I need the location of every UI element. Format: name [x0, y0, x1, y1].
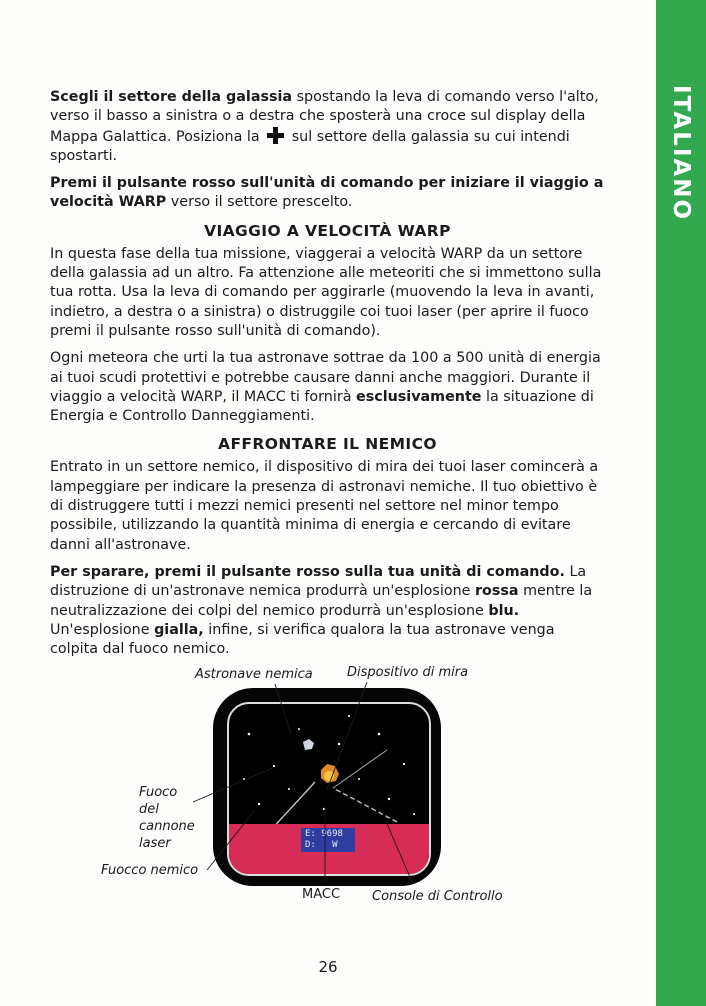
press-button-text: verso il settore prescelto.: [166, 194, 353, 211]
caption-macc: MACC: [302, 887, 341, 902]
heading-enemy: AFFRONTARE IL NEMICO: [218, 435, 437, 454]
select-sector-emphasis: Scegli il settore della galassia: [50, 89, 293, 105]
control-console: [229, 824, 429, 874]
caption-console: Console di Controllo: [372, 889, 503, 904]
fire-text-b: mentre la neutralizzazione dei colpi del nemico produrrà un'esplosione: [50, 583, 593, 619]
paragraph-warp: In questa fase della tua missione, viaggerai a velocità WARP da un settore della galassia ad un altro. Fa attenzione alle meteoriti che si immettono sulla tua rotta. Usa la leva di comando per aggirarle (muovendo la leva in avanti, indietro, a destra o a sinistra) o distruggile coi tuoi laser (per aprire il fuoco premi il pulsante rosso sull'unità di comando).: [50, 245, 602, 339]
star: [248, 733, 251, 736]
paragraph-meteor: [50, 349, 605, 426]
fire-emphasis: Per sparare, premi il pulsante rosso sulla tua unità di comando.: [50, 563, 565, 580]
language-label: ITALIANO: [668, 84, 694, 222]
explosion-core: [324, 771, 334, 781]
heading-warp: VIAGGIO A VELOCITÀ WARP: [204, 221, 451, 240]
paragraph-fire: [50, 563, 605, 659]
yellow-emphasis: gialla,: [154, 621, 204, 638]
macc-display: [301, 828, 355, 852]
cross-icon: [267, 127, 284, 144]
meteor-text: Ogni meteora che urti la tua astronave sottrae da 100 a 500 unità di energia ai tuoi scudi protettivi e potrebbe causare danni anche maggiori. Durante il viaggio a velocità WARP, il MACC ti fornirà: [50, 350, 601, 405]
fire-text-c: Un'esplosione: [50, 621, 155, 638]
star: [348, 715, 350, 717]
paragraph-enemy: Entrato in un settore nemico, il dispositivo di mira dei tuoi laser comincerà a lampeggiare per indicare la presenza di astronavi nemiche. Il tuo obiettivo è di distruggere tutti i mezzi nemici presenti nel settore nel minor tempo possibile, utilizzando la quantità minima di energia e cercando di evitare danni all'astronave.: [50, 459, 599, 553]
caption-enemy-ship: Astronave nemica: [195, 667, 313, 682]
game-screen: [227, 702, 431, 876]
press-button-emphasis: Premi il pulsante rosso sull'unità di comando per iniziare il viaggio a velocità WARP: [50, 175, 604, 211]
star: [378, 733, 381, 736]
red-emphasis: rossa: [474, 583, 519, 600]
page-number: 26: [318, 958, 338, 976]
game-screen-figure: [95, 660, 555, 910]
star: [358, 778, 360, 780]
sight-line: [333, 750, 387, 788]
paragraph-select-sector: [50, 88, 605, 166]
macc-damage: D: W: [305, 840, 338, 850]
enemy-ship: [303, 739, 314, 750]
select-sector-text: spostando la leva di comando verso l'alto, verso il basso a sinistra o a destra che sposterà una croce sul display della Mappa Galattica. Posiziona la: [50, 89, 599, 145]
star: [338, 743, 340, 745]
laser-beam-right: [333, 788, 397, 822]
macc-energy: E: 9698: [305, 829, 343, 839]
fire-text-d: infine, si verifica qualora la tua astronave venga colpita dal fuoco nemico.: [50, 621, 555, 658]
tv-set: [213, 688, 441, 886]
star: [323, 808, 325, 810]
fire-text-a: La distruzione di un'astronave nemica produrrà un'esplosione: [50, 563, 587, 600]
star: [288, 788, 290, 790]
star: [243, 778, 245, 780]
star: [298, 728, 300, 730]
select-sector-text-end: sul settore della galassia su cui intendi spostarti.: [50, 128, 570, 164]
caption-enemy-fire: Fuocco nemico: [101, 863, 199, 878]
caption-sight: Dispositivo di mira: [347, 665, 469, 680]
star: [388, 798, 390, 800]
star: [273, 765, 275, 767]
language-tab: [656, 0, 706, 1006]
star: [403, 763, 405, 765]
meteor-emphasis: esclusivamente: [356, 388, 482, 405]
blue-emphasis: blu.: [488, 602, 520, 619]
star: [413, 813, 415, 815]
caption-laser-fire: Fuoco del cannone laser: [139, 785, 195, 851]
paragraph-press-button: [50, 174, 605, 213]
page-content: [50, 88, 605, 667]
star: [258, 803, 260, 805]
meteor-text-end: la situazione di Energia e Controllo Danneggiamenti.: [50, 388, 594, 425]
